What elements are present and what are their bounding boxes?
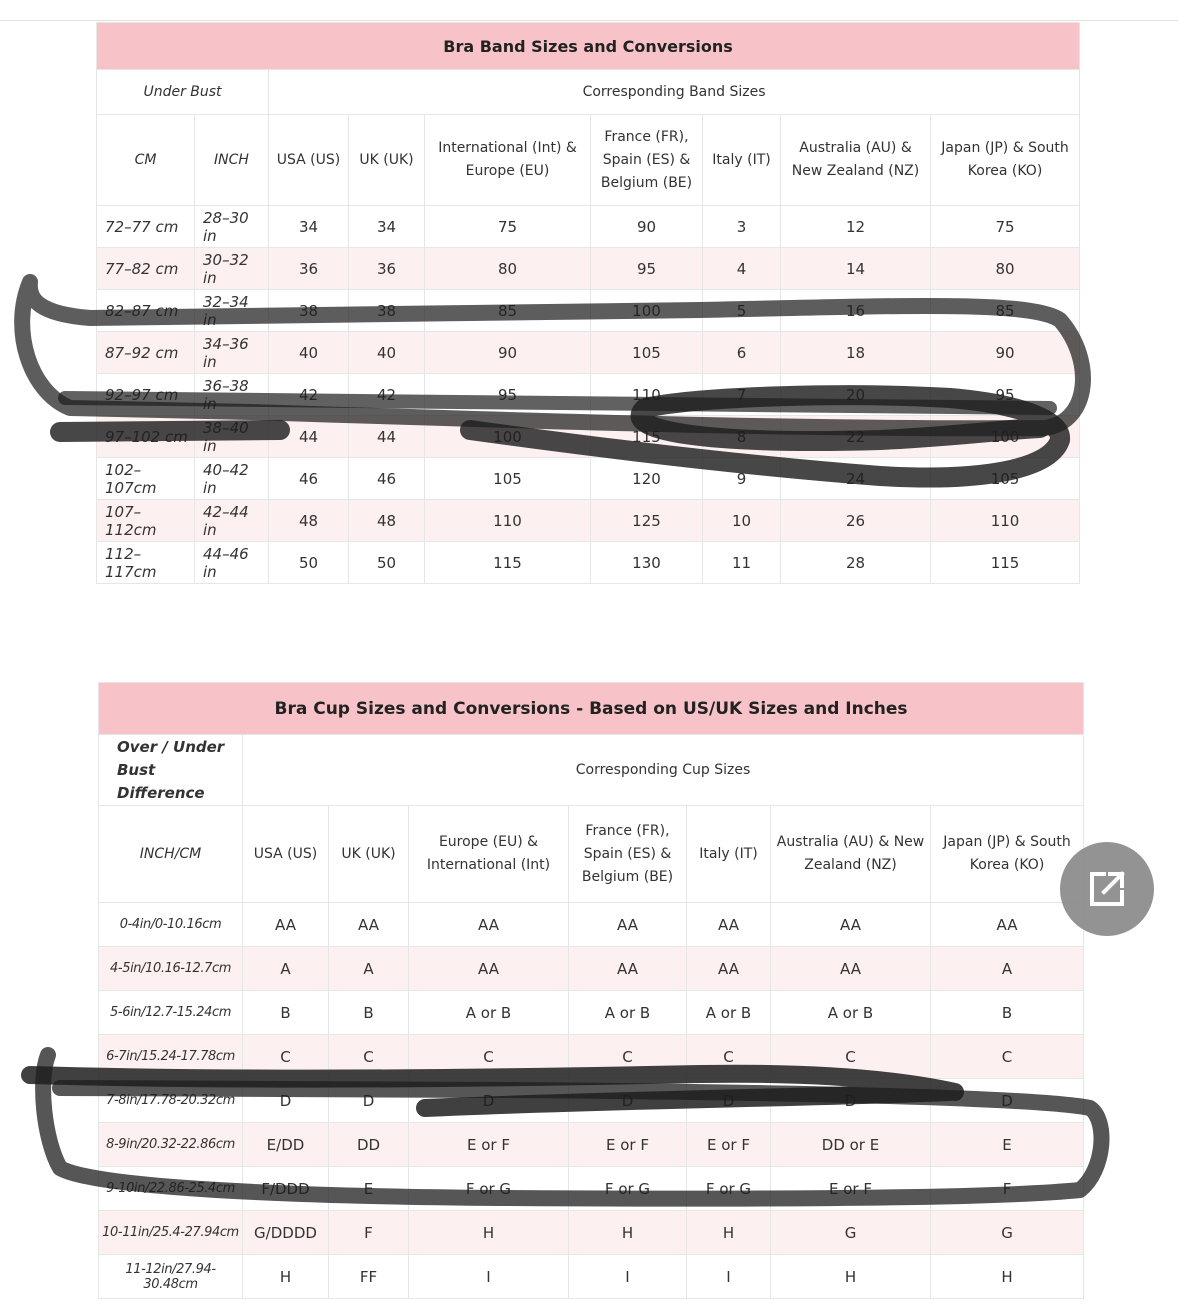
row-label: 9-10in/22.86-25.4cm: [99, 1167, 243, 1211]
table-cell: AA: [409, 947, 569, 991]
column-header: Australia (AU) & New Zealand (NZ): [781, 115, 931, 206]
table-cell: 75: [425, 206, 591, 248]
table-cell: 38: [269, 290, 349, 332]
row-label: 7-8in/17.78-20.32cm: [99, 1079, 243, 1123]
table-cell: I: [569, 1255, 687, 1299]
table-cell: 100: [425, 416, 591, 458]
table-cell: C: [771, 1035, 931, 1079]
table-cell: 110: [931, 500, 1080, 542]
table-cell: AA: [409, 903, 569, 947]
table-cell: A or B: [569, 991, 687, 1035]
table-cell: H: [687, 1211, 771, 1255]
table-row: [99, 1255, 1084, 1299]
row-label: 82–87 cm: [97, 290, 195, 332]
column-header: USA (US): [243, 806, 329, 903]
column-header: CM: [97, 115, 195, 206]
column-header: INCH: [195, 115, 269, 206]
table-cell: 6: [703, 332, 781, 374]
share-button[interactable]: [1060, 842, 1154, 936]
column-header: USA (US): [269, 115, 349, 206]
table-cell: 100: [591, 290, 703, 332]
table-cell: 20: [781, 374, 931, 416]
table-cell: 85: [931, 290, 1080, 332]
band-size-table: [96, 22, 1080, 584]
table-cell: H: [931, 1255, 1084, 1299]
table-row: [97, 416, 1080, 458]
table-cell: AA: [243, 903, 329, 947]
table-cell: 36: [269, 248, 349, 290]
table-cell: A: [329, 947, 409, 991]
row-label: 112–117cm: [97, 542, 195, 584]
table-row: [99, 1211, 1084, 1255]
external-link-icon: [1084, 866, 1130, 912]
table-cell: AA: [569, 903, 687, 947]
column-header: France (FR), Spain (ES) & Belgium (BE): [591, 115, 703, 206]
table-cell: 48: [269, 500, 349, 542]
table-cell: E or F: [771, 1167, 931, 1211]
row-label: 28–30 in: [195, 206, 269, 248]
table-cell: C: [409, 1035, 569, 1079]
table-cell: E/DD: [243, 1123, 329, 1167]
table-cell: 36: [349, 248, 425, 290]
table-row: [97, 500, 1080, 542]
row-label: 0-4in/0-10.16cm: [99, 903, 243, 947]
table-cell: 110: [425, 500, 591, 542]
row-label: 107–112cm: [97, 500, 195, 542]
table-cell: B: [931, 991, 1084, 1035]
table-cell: A or B: [409, 991, 569, 1035]
table-cell: 24: [781, 458, 931, 500]
table-cell: H: [409, 1211, 569, 1255]
table-cell: D: [771, 1079, 931, 1123]
table-cell: 11: [703, 542, 781, 584]
table-cell: 14: [781, 248, 931, 290]
table-cell: 90: [591, 206, 703, 248]
table-row: [97, 542, 1080, 584]
table-cell: 115: [425, 542, 591, 584]
table-cell: B: [329, 991, 409, 1035]
table-cell: D: [687, 1079, 771, 1123]
table-cell: 80: [931, 248, 1080, 290]
row-label: 40–42 in: [195, 458, 269, 500]
table-cell: AA: [687, 947, 771, 991]
table-cell: 110: [591, 374, 703, 416]
table-cell: 34: [269, 206, 349, 248]
table-cell: 85: [425, 290, 591, 332]
column-header: Japan (JP) & South Korea (KO): [931, 115, 1080, 206]
table-row: [99, 991, 1084, 1035]
column-header: France (FR), Spain (ES) & Belgium (BE): [569, 806, 687, 903]
table-cell: 75: [931, 206, 1080, 248]
table-cell: A or B: [771, 991, 931, 1035]
table-cell: F or G: [569, 1167, 687, 1211]
table-cell: 10: [703, 500, 781, 542]
table-row: [97, 290, 1080, 332]
column-header: Italy (IT): [703, 115, 781, 206]
cup-column-headers: [99, 806, 1084, 903]
table-cell: 48: [349, 500, 425, 542]
table-cell: B: [243, 991, 329, 1035]
row-label: 36–38 in: [195, 374, 269, 416]
table-cell: C: [329, 1035, 409, 1079]
table-cell: A: [931, 947, 1084, 991]
table-cell: 46: [349, 458, 425, 500]
table-cell: E or F: [409, 1123, 569, 1167]
table-cell: 115: [591, 416, 703, 458]
table-cell: I: [687, 1255, 771, 1299]
row-label: 4-5in/10.16-12.7cm: [99, 947, 243, 991]
table-row: [97, 248, 1080, 290]
table-cell: D: [931, 1079, 1084, 1123]
table-cell: G/DDDD: [243, 1211, 329, 1255]
column-header: INCH/CM: [99, 806, 243, 903]
row-label: 38–40 in: [195, 416, 269, 458]
band-sizes-heading: Corresponding Band Sizes: [269, 70, 1080, 115]
table-cell: F: [931, 1167, 1084, 1211]
table-cell: 26: [781, 500, 931, 542]
table-cell: 80: [425, 248, 591, 290]
table-cell: 4: [703, 248, 781, 290]
table-cell: H: [569, 1211, 687, 1255]
table-cell: 8: [703, 416, 781, 458]
table-cell: C: [931, 1035, 1084, 1079]
table-cell: 5: [703, 290, 781, 332]
row-label: 30–32 in: [195, 248, 269, 290]
cup-size-table: [98, 682, 1084, 1299]
table-cell: 130: [591, 542, 703, 584]
table-row: [99, 947, 1084, 991]
table-row: [99, 903, 1084, 947]
row-label: 34–36 in: [195, 332, 269, 374]
table-cell: AA: [687, 903, 771, 947]
column-header: Japan (JP) & South Korea (KO): [931, 806, 1084, 903]
row-label: 11-12in/27.94-30.48cm: [99, 1255, 243, 1299]
table-cell: 95: [931, 374, 1080, 416]
table-cell: E: [931, 1123, 1084, 1167]
table-cell: 22: [781, 416, 931, 458]
table-cell: 28: [781, 542, 931, 584]
table-cell: AA: [931, 903, 1084, 947]
table-cell: 18: [781, 332, 931, 374]
table-cell: 105: [591, 332, 703, 374]
column-header: Europe (EU) & International (Int): [409, 806, 569, 903]
table-row: [99, 1079, 1084, 1123]
table-cell: C: [687, 1035, 771, 1079]
row-label: 5-6in/12.7-15.24cm: [99, 991, 243, 1035]
table-cell: 46: [269, 458, 349, 500]
cup-table-title: Bra Cup Sizes and Conversions - Based on US/UK Sizes and Inches: [99, 683, 1084, 735]
band-column-headers: [97, 115, 1080, 206]
column-header: Italy (IT): [687, 806, 771, 903]
column-header: UK (UK): [329, 806, 409, 903]
table-cell: H: [771, 1255, 931, 1299]
row-label: 72–77 cm: [97, 206, 195, 248]
table-cell: E or F: [687, 1123, 771, 1167]
table-cell: AA: [771, 903, 931, 947]
table-cell: F or G: [687, 1167, 771, 1211]
table-cell: F/DDD: [243, 1167, 329, 1211]
table-cell: D: [243, 1079, 329, 1123]
table-row: [97, 374, 1080, 416]
row-label: 8-9in/20.32-22.86cm: [99, 1123, 243, 1167]
table-cell: 50: [269, 542, 349, 584]
table-cell: 38: [349, 290, 425, 332]
row-label: 102–107cm: [97, 458, 195, 500]
table-cell: E: [329, 1167, 409, 1211]
table-cell: AA: [569, 947, 687, 991]
table-cell: G: [931, 1211, 1084, 1255]
table-cell: 115: [931, 542, 1080, 584]
row-label: 77–82 cm: [97, 248, 195, 290]
table-cell: 90: [425, 332, 591, 374]
table-cell: 125: [591, 500, 703, 542]
column-header: UK (UK): [349, 115, 425, 206]
under-bust-heading: Under Bust: [97, 70, 269, 115]
table-cell: D: [409, 1079, 569, 1123]
table-cell: AA: [771, 947, 931, 991]
table-cell: 50: [349, 542, 425, 584]
table-cell: 34: [349, 206, 425, 248]
bust-difference-heading: Over / Under Bust Difference: [99, 735, 243, 806]
table-cell: AA: [329, 903, 409, 947]
table-cell: G: [771, 1211, 931, 1255]
table-cell: 40: [349, 332, 425, 374]
table-cell: 105: [931, 458, 1080, 500]
row-label: 10-11in/25.4-27.94cm: [99, 1211, 243, 1255]
cup-sizes-heading: Corresponding Cup Sizes: [243, 735, 1084, 806]
table-cell: A or B: [687, 991, 771, 1035]
table-row: [97, 458, 1080, 500]
row-label: 42–44 in: [195, 500, 269, 542]
table-cell: 90: [931, 332, 1080, 374]
table-cell: 40: [269, 332, 349, 374]
table-cell: DD or E: [771, 1123, 931, 1167]
table-cell: 100: [931, 416, 1080, 458]
table-cell: FF: [329, 1255, 409, 1299]
table-cell: C: [243, 1035, 329, 1079]
column-header: International (Int) & Europe (EU): [425, 115, 591, 206]
table-cell: 9: [703, 458, 781, 500]
table-cell: C: [569, 1035, 687, 1079]
table-cell: A: [243, 947, 329, 991]
band-table-title: Bra Band Sizes and Conversions: [97, 23, 1080, 70]
table-cell: F or G: [409, 1167, 569, 1211]
row-label: 6-7in/15.24-17.78cm: [99, 1035, 243, 1079]
row-label: 97–102 cm: [97, 416, 195, 458]
table-cell: DD: [329, 1123, 409, 1167]
row-label: 44–46 in: [195, 542, 269, 584]
table-cell: 3: [703, 206, 781, 248]
row-label: 92–97 cm: [97, 374, 195, 416]
table-cell: D: [329, 1079, 409, 1123]
table-cell: F: [329, 1211, 409, 1255]
table-cell: 95: [591, 248, 703, 290]
table-cell: 95: [425, 374, 591, 416]
table-row: [97, 332, 1080, 374]
table-cell: 44: [269, 416, 349, 458]
table-cell: 12: [781, 206, 931, 248]
table-cell: E or F: [569, 1123, 687, 1167]
table-cell: 42: [269, 374, 349, 416]
table-cell: H: [243, 1255, 329, 1299]
top-divider: [0, 20, 1178, 21]
column-header: Australia (AU) & New Zealand (NZ): [771, 806, 931, 903]
table-cell: 42: [349, 374, 425, 416]
row-label: 87–92 cm: [97, 332, 195, 374]
row-label: 32–34 in: [195, 290, 269, 332]
table-row: [99, 1123, 1084, 1167]
table-cell: I: [409, 1255, 569, 1299]
table-row: [99, 1035, 1084, 1079]
table-row: [97, 206, 1080, 248]
table-cell: 44: [349, 416, 425, 458]
table-cell: 7: [703, 374, 781, 416]
table-cell: D: [569, 1079, 687, 1123]
table-cell: 16: [781, 290, 931, 332]
table-row: [99, 1167, 1084, 1211]
table-cell: 105: [425, 458, 591, 500]
table-cell: 120: [591, 458, 703, 500]
